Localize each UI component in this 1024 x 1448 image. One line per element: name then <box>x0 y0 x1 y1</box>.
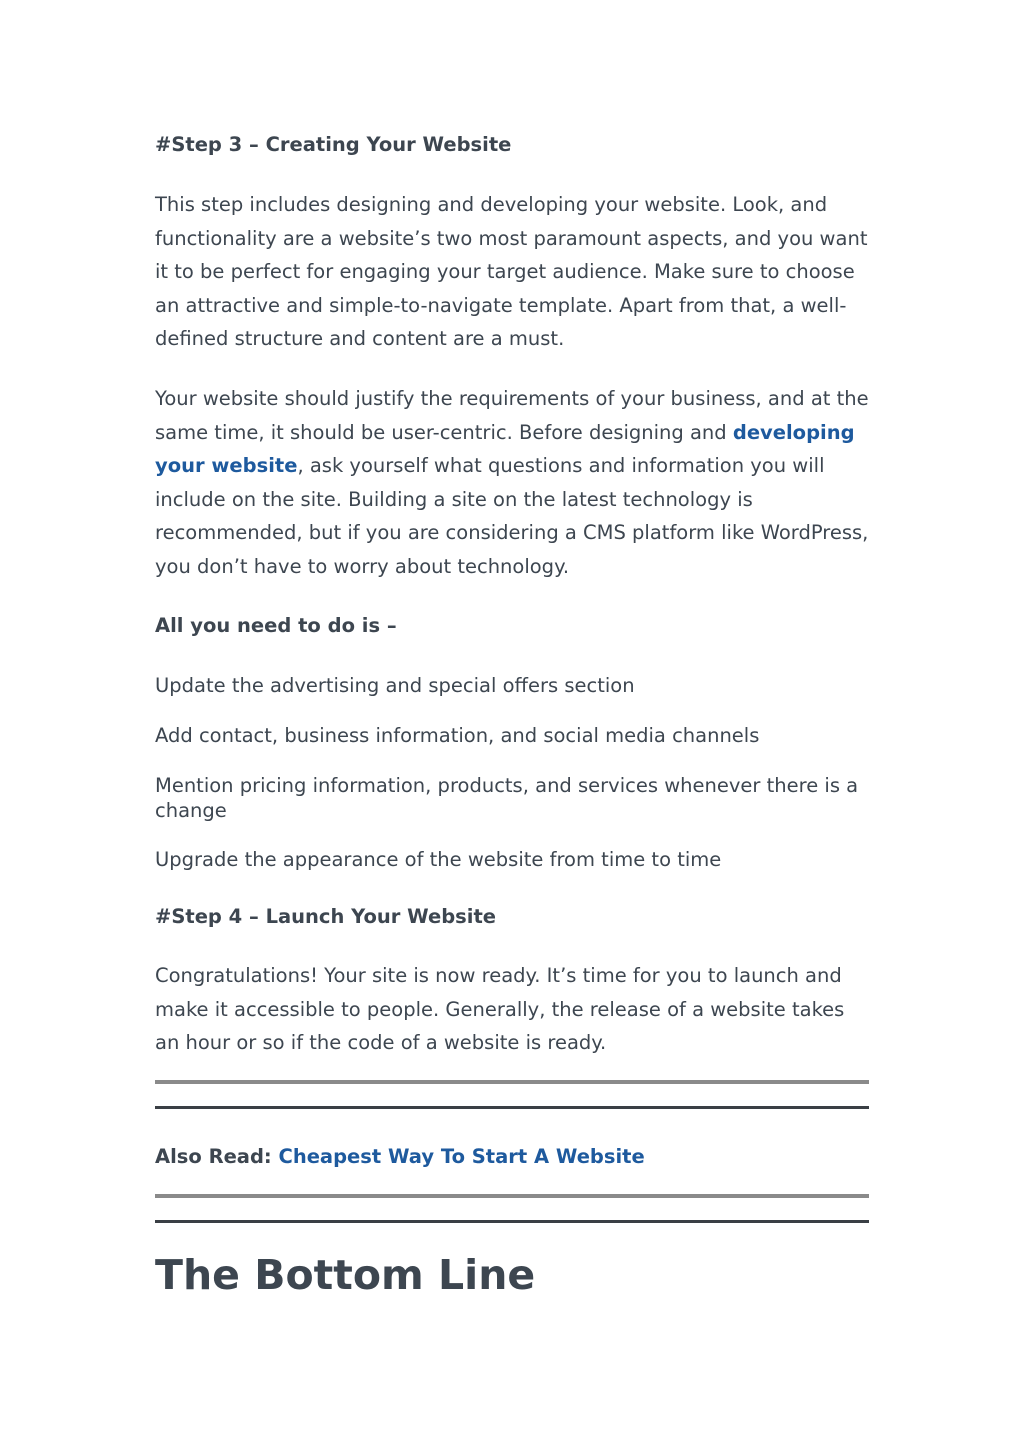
list-item: Add contact, business information, and social media channels <box>155 724 760 747</box>
step4-paragraph: Congratulations! Your site is now ready. It’s time for you to launch and make it accessible to people. Generally, the release of a website takes an hour or so if the code of a website is ready. <box>155 964 845 1055</box>
step3-paragraph-2 <box>155 382 869 584</box>
list-item: Update the advertising and special offers section <box>155 674 635 697</box>
developing-website-link[interactable]: developing your website <box>155 420 855 478</box>
list-item: Upgrade the appearance of the website from time to time <box>155 848 722 871</box>
step3-heading: #Step 3 – Creating Your Website <box>155 133 512 156</box>
divider-line <box>155 1080 869 1084</box>
bottom-line-title: The Bottom Line <box>155 1251 536 1299</box>
step3-paragraph-2-text-end: , ask yourself what questions and information you will include on the site. Building a site on the latest technology is recommended, but if you are considering a CMS platform like WordPress, you don’t have to worry about technology. <box>155 454 869 578</box>
step3-subheading: All you need to do is – <box>155 614 397 637</box>
divider-line <box>155 1220 869 1223</box>
divider-line <box>155 1194 869 1198</box>
step4-heading: #Step 4 – Launch Your Website <box>155 905 497 928</box>
also-read <box>155 1145 869 1169</box>
also-read-label: Also Read: <box>155 1145 279 1168</box>
divider-line <box>155 1106 869 1109</box>
list-item: Mention pricing information, products, and services whenever there is a change <box>155 774 859 822</box>
step3-paragraph-1: This step includes designing and developing your website. Look, and functionality are a website’s two most paramount aspects, and you want it to be perfect for engaging your target audience. Make sure to choose an attractive and simple-to-navigate template. Apart from that, a well-defined structure and content are a must. <box>155 193 868 351</box>
step3-paragraph-2-text-start: Your website should justify the requirements of your business, and at the same time, it should be user-centric. Before designing and <box>155 387 869 444</box>
also-read-link[interactable]: Cheapest Way To Start A Website <box>278 1145 645 1168</box>
